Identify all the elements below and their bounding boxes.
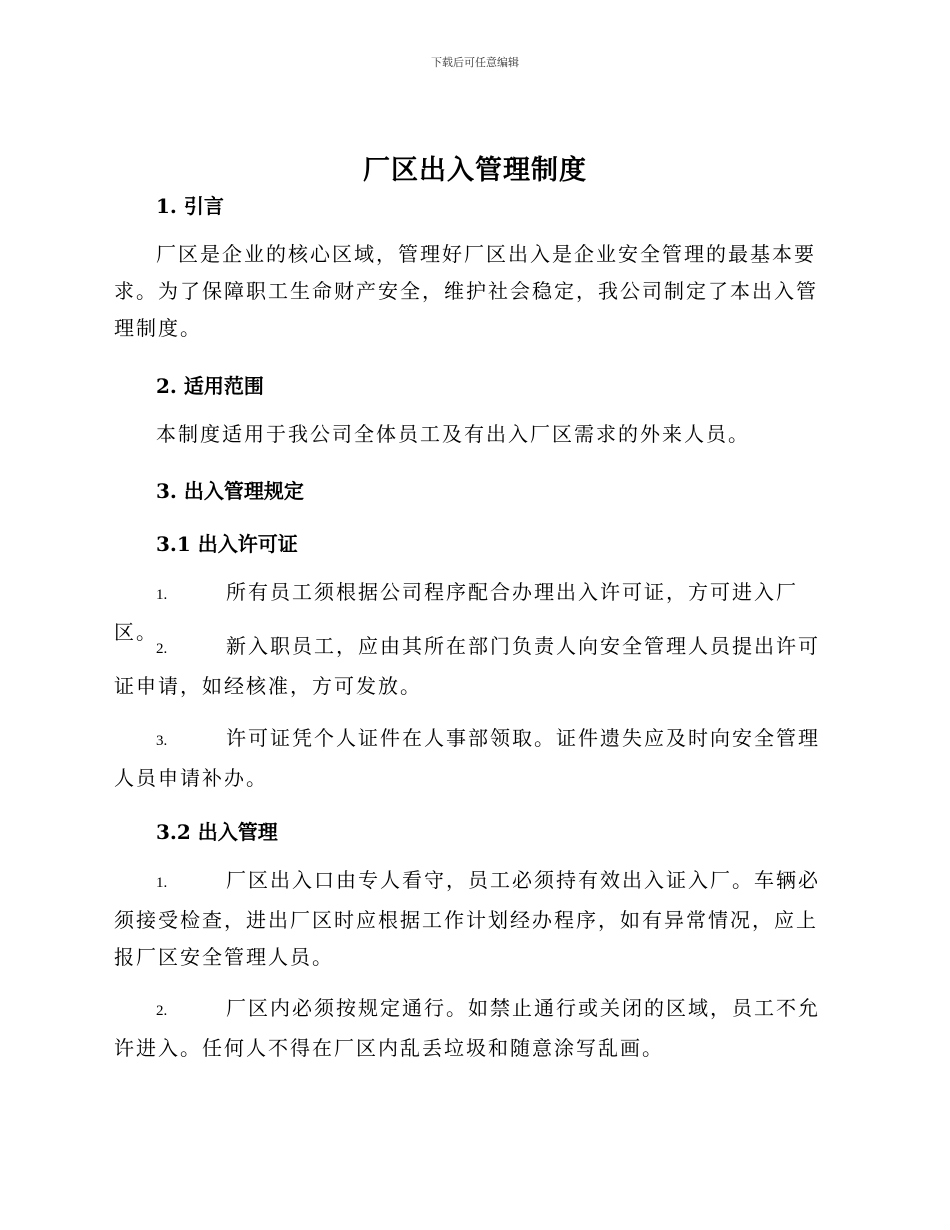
document-title: 厂区出入管理制度 <box>363 155 587 186</box>
section-heading-scope: 2. 适用范围 <box>156 374 264 398</box>
section-paragraph-scope: 本制度适用于我公司全体员工及有出入厂区需求的外来人员。 <box>156 422 750 446</box>
list-item-number: 1. <box>156 587 168 603</box>
list-item <box>114 990 836 1067</box>
list-item-number: 1. <box>156 875 168 891</box>
list-item-text: 厂区出入口由专人看守，员工必须持有效出入证入厂。车辆必须接受检查，进出厂区时应根据工作计划经办程序，如有异常情况，应上报厂区安全管理人员。 <box>114 868 820 969</box>
list-item <box>114 862 836 976</box>
list-item-number: 2. <box>156 1003 168 1019</box>
list-item-number: 2. <box>156 641 168 657</box>
subsection-heading-access: 3.2 出入管理 <box>156 820 278 844</box>
list-item <box>114 720 836 797</box>
list-item-text: 厂区内必须按规定通行。如禁止通行或关闭的区域，员工不允许进入。任何人不得在厂区内乱丢垃圾和随意涂写乱画。 <box>114 996 820 1060</box>
list-item-number: 3. <box>156 733 168 749</box>
section-heading-intro: 1. 引言 <box>156 194 224 218</box>
page-header: 下载后可任意编辑 <box>431 56 519 69</box>
list-item-text: 新入职员工，应由其所在部门负责人向安全管理人员提出许可证申请，如经核准，方可发放。 <box>114 634 820 698</box>
list-item-text: 许可证凭个人证件在人事部领取。证件遗失应及时向安全管理人员申请补办。 <box>114 726 820 790</box>
list-item-text: 所有员工须根据公司程序配合办理出入许可证，方可进入厂区。 <box>114 580 798 644</box>
section-paragraph-intro: 厂区是企业的核心区域，管理好厂区出入是企业安全管理的最基本要求。为了保障职工生命财产安全，维护社会稳定，我公司制定了本出入管理制度。 <box>114 242 818 340</box>
section-heading-rules: 3. 出入管理规定 <box>156 479 304 503</box>
list-item <box>114 628 836 705</box>
subsection-heading-permit: 3.1 出入许可证 <box>156 532 298 556</box>
